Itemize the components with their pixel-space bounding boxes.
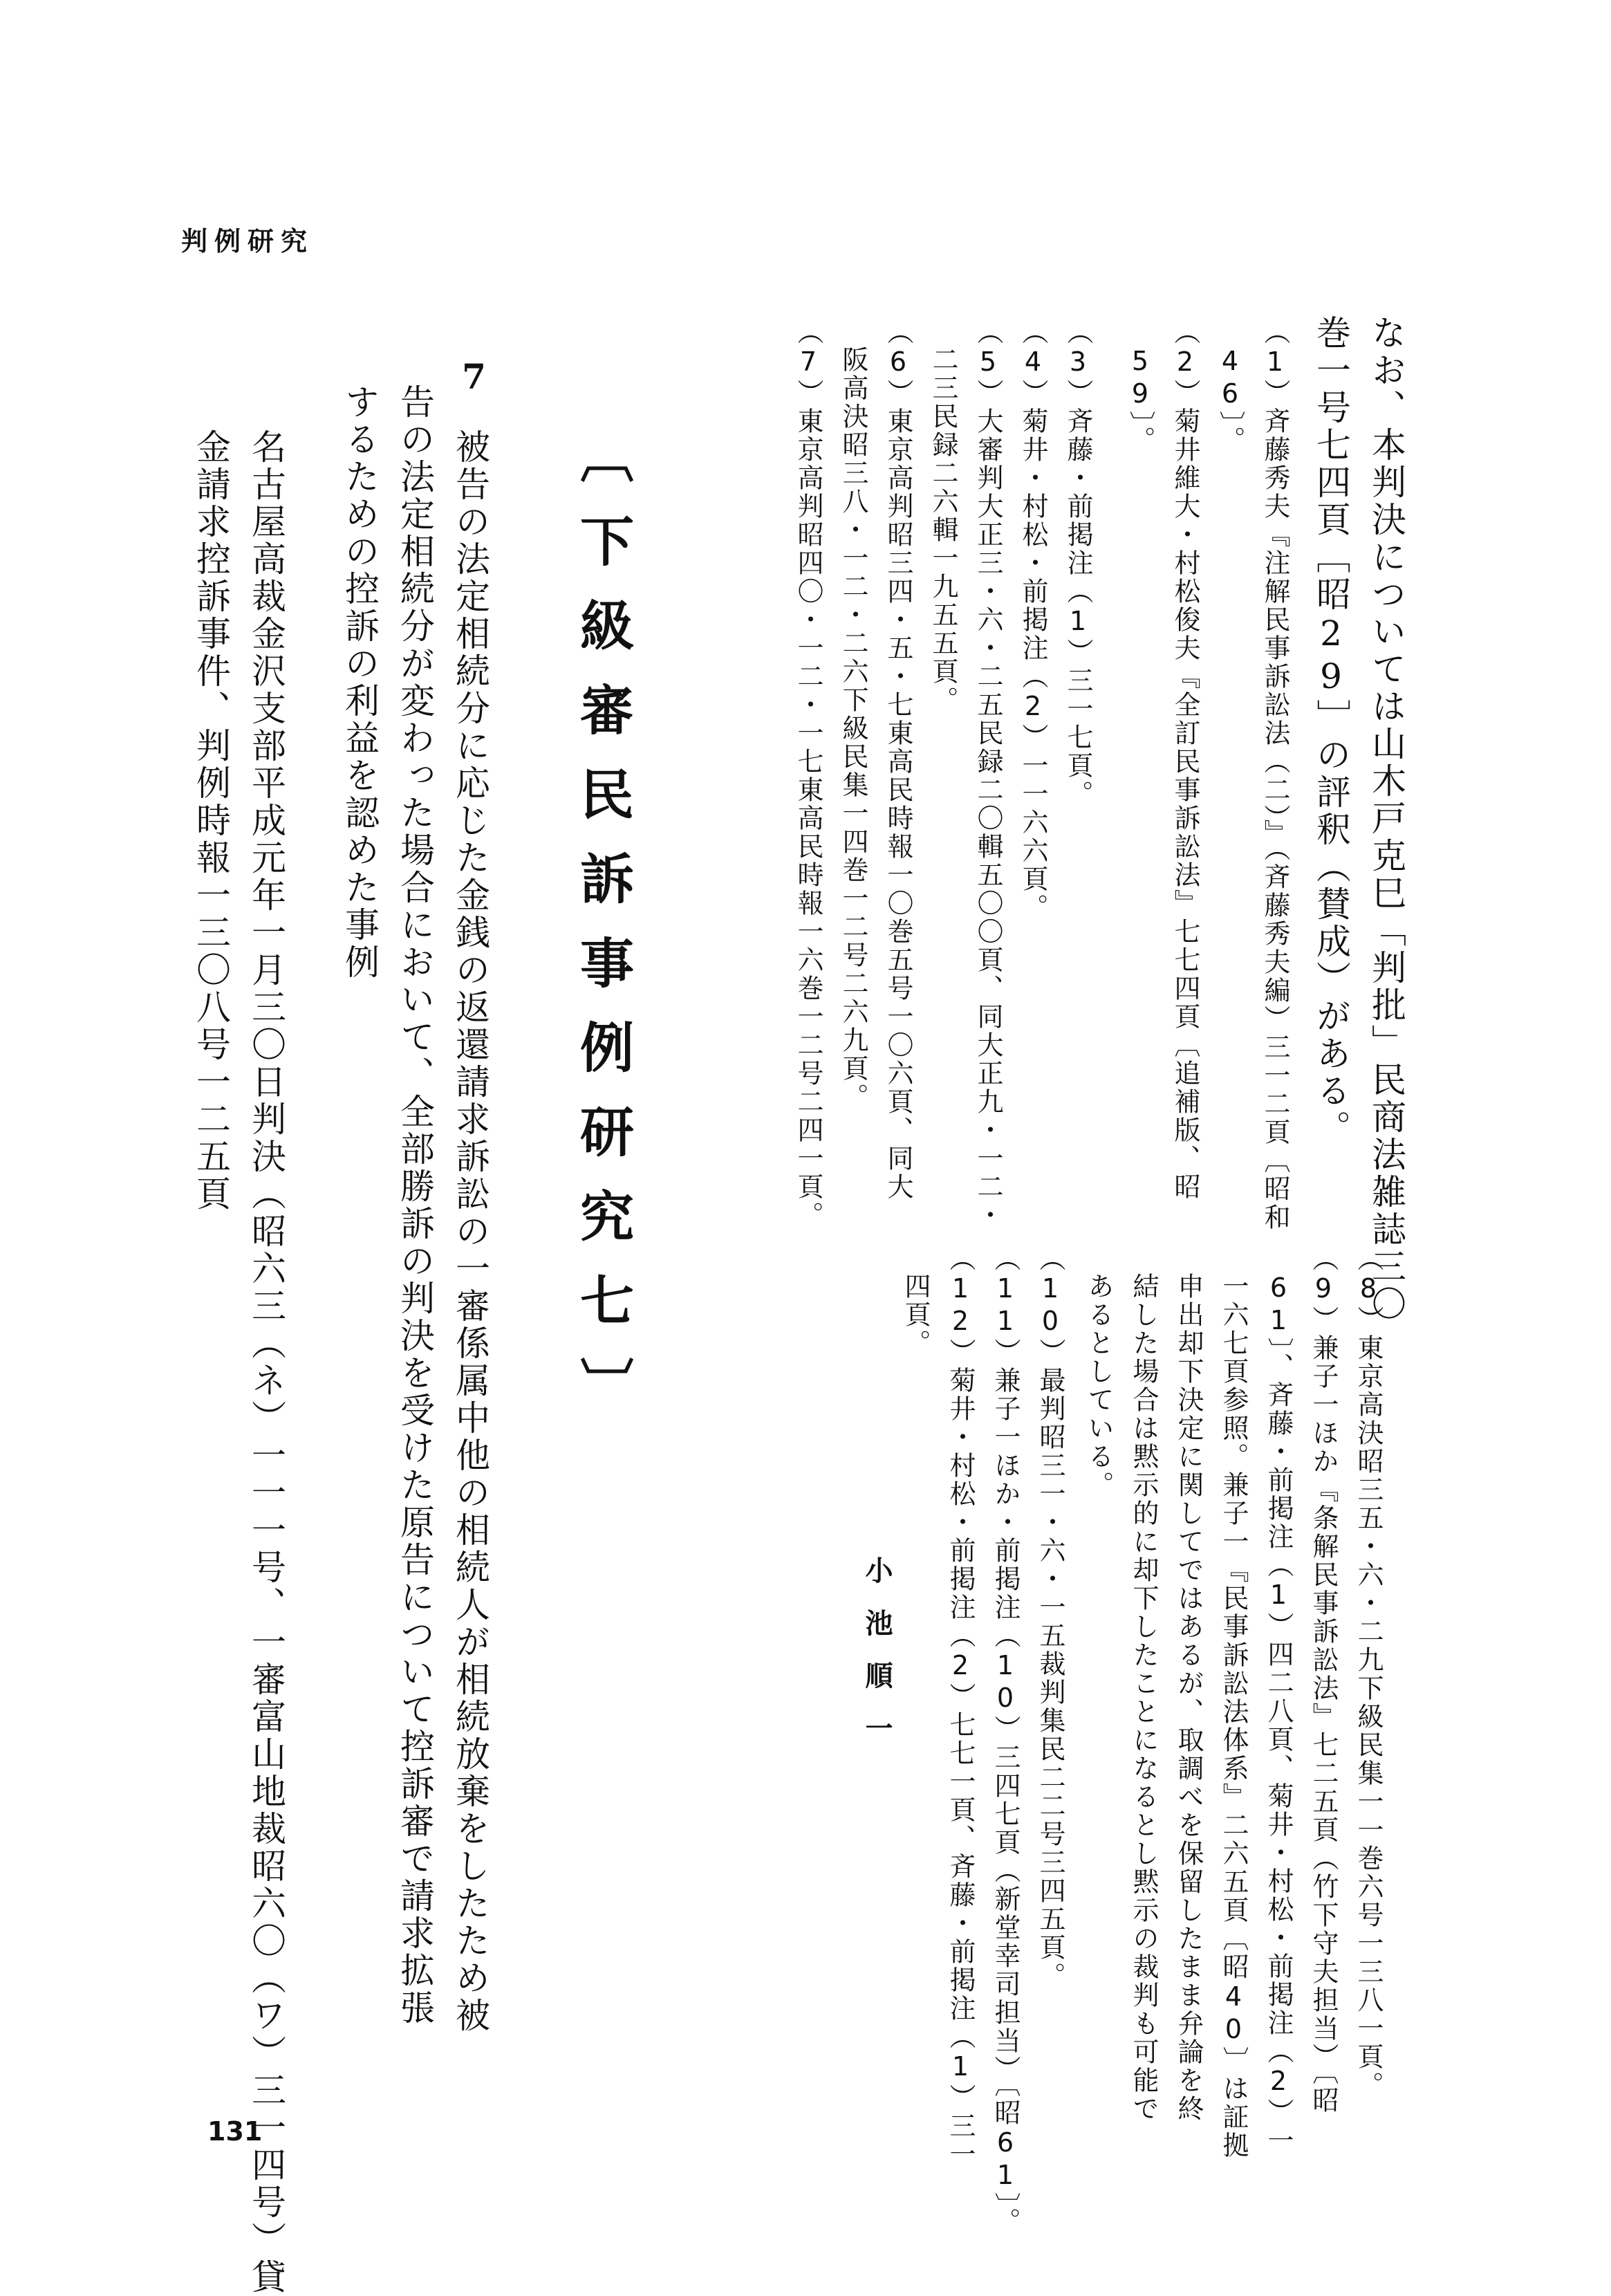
footnote-line: 申出却下決定に関してではあるが、取調べを保留したまま弁論を終 [1173,1272,1204,2123]
case-summary-line: するための控訴の利益を認めた事例 [339,384,380,981]
footnote-line: （6）東京高判昭三四・五・七東高民時報一〇巻五号一〇六頁、同大 [883,318,913,1201]
footnote-line: 59〕。 [1125,346,1155,454]
footnote-line: 阪高決昭三八・一二・二六下級民集一四巻一二号二六九頁。 [838,346,868,1111]
footnote-line: （5）大審判大正三・六・二五民録二〇輯五〇〇頁、同大正九・一二・ [973,318,1003,1230]
section-title: 〔下級審民訴事例研究七〕 [571,429,634,1441]
footnote-line: 二三民録二六輯一九五五頁。 [928,346,958,714]
author-name: 小池順一 [861,1556,893,1766]
continuation-line: 巻一号七四頁［昭29］の評釈（賛成）がある。 [1311,315,1351,1147]
continuation-line: なお、本判決については山木戸克巳「判批」民商法雑誌三〇 [1366,315,1406,1323]
case-citation-line: 金請求控訴事件、判例時報一三〇八号一二五頁 [191,429,231,1213]
footnote-line: （3）斉藤・前掲注（1）三一七頁。 [1063,318,1093,808]
footnote-line: 結した場合は黙示的に却下したことになるとし黙示の裁判も可能で [1128,1272,1159,2123]
footnote-line: （2）菊井維大・村松俊夫『全訂民事訴訟法』七七四頁〔追補版、昭 [1170,318,1200,1201]
footnote-line: （1）斉藤秀夫『注解民事訴訟法（二）』（斉藤秀夫編）三一二頁〔昭和 [1260,318,1290,1232]
running-title: 判例研究 [181,226,315,257]
footnote-line: （4）菊井・村松・前掲注（2）一一六六頁。 [1018,318,1048,922]
footnote-line: あるとしている。 [1083,1272,1114,1499]
case-citation-line: 名古屋高裁金沢支部平成元年一月三〇日判決（昭六三（ネ）一一一号、一審富山地裁昭六〇（ワ）三一四号）貸 [246,429,286,2296]
footnote-line: 四頁。 [900,1272,931,1358]
case-summary-line: 告の法定相続分が変わった場合において、全部勝訴の判決を受けた原告について控訴審で請求拡張 [395,384,435,2027]
footnote-line: （12）菊井・村松・前掲注（2）七七一頁、斉藤・前掲注（1）三一 [945,1245,976,2169]
footnote-line: 46〕。 [1215,346,1245,454]
page-number: 131 [207,2116,263,2147]
case-summary-line: 被告の法定相続分に応じた金銭の返還請求訴訟の一審係属中他の相続人が相続放棄をしたため被 [450,429,490,2035]
footnote-line: （9）兼子一ほか『条解民事訴訟法』七二五頁（竹下守夫担当）〔昭 [1308,1245,1339,2115]
case-number: 7 [454,356,494,400]
footnote-line: 61〕、斉藤・前掲注（1）四二八頁、菊井・村松・前掲注（2）一 [1263,1272,1294,2155]
footnote-line: （10）最判昭三一・六・一五裁判集民二二号三四五頁。 [1035,1245,1065,1990]
footnote-line: （11）兼子一ほか・前掲注（10）三四七頁（新堂幸司担当）〔昭61〕。 [990,1245,1021,2236]
footnote-line: 一六七頁参照。兼子一『民事訴訟法体系』二六五頁〔昭40〕は証拠 [1218,1272,1249,2160]
footnote-line: （8）東京高決昭三五・六・二九下級民集一一巻六号一三八一頁。 [1353,1245,1384,2100]
footnote-line: （7）東京高判昭四〇・一二・一七東高民時報一六巻一二号二四一頁。 [793,318,823,1230]
